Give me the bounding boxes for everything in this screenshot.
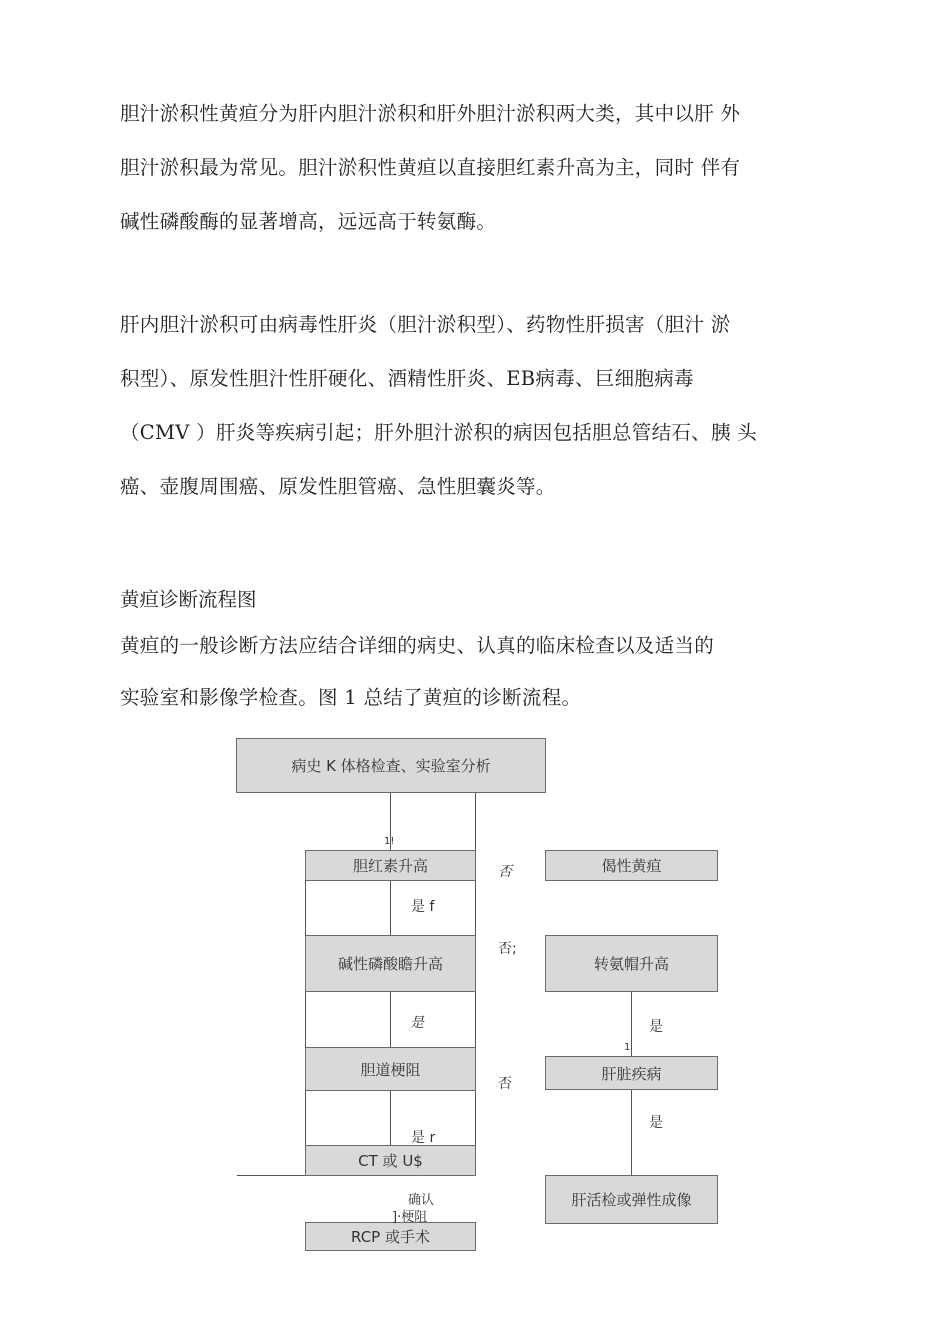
connector-line — [631, 991, 632, 1057]
text-line: 胆汁淤积性黄疸分为肝内胆汁淤积和肝外胆汁淤积两大类，其中以肝 外 — [120, 102, 741, 125]
box-history-exam: 病史 K 体格检查、实验室分析 — [236, 738, 546, 793]
text-line: 碱性磷酸酶的显著增高，远远高于转氨酶。 — [120, 210, 497, 233]
connector-line — [305, 1090, 306, 1146]
paragraph-causes — [120, 298, 840, 514]
connector-line — [390, 991, 391, 1048]
box-benign-jaundice: 偈性黄疸 — [545, 850, 718, 881]
label-obstruction: ]·梗阻 — [392, 1210, 428, 1225]
label-no: 否 — [498, 864, 512, 880]
connector-line — [475, 880, 476, 936]
box-biliary-obstruction: 胆道梗阻 — [305, 1047, 476, 1091]
paragraph-diagnosis-method — [120, 620, 840, 724]
text-line: 胆汁淤积最为常见。胆汁淤积性黄疸以直接胆红素升高为主，同时 伴有 — [120, 156, 741, 179]
box-liver-disease: 肝脏疾病 — [545, 1056, 718, 1090]
text-line: 黄疸的一般诊断方法应结合详细的病史、认真的临床检查以及适当的 — [120, 634, 715, 657]
box-liver-biopsy: 肝活检或弹性成像 — [545, 1175, 718, 1224]
connector-line — [390, 1090, 391, 1146]
box-transaminase-elevated: 转氨帽升高 — [545, 935, 718, 992]
label-yes: 是 — [649, 1019, 663, 1035]
connector-line — [475, 792, 476, 850]
text-line: （CMV ）肝炎等疾病引起；肝外胆汁淤积的病因包括胆总管结石、胰 头 — [120, 421, 758, 444]
box-ct-us: CT 或 U$ — [305, 1145, 476, 1176]
flow-mark: 1! — [384, 836, 395, 847]
label-no: 否; — [498, 941, 517, 957]
paragraph-cholestatic-jaundice — [120, 87, 840, 249]
text-line: 肝内胆汁淤积可由病毒性肝炎（胆汁淤积型）、药物性肝损害（胆汁 淤 — [120, 313, 731, 336]
connector-line — [390, 880, 391, 936]
label-no: 否 — [498, 1076, 512, 1092]
connector-line — [475, 991, 476, 1048]
section-heading: 黄疸诊断流程图 — [120, 588, 257, 611]
text-line: 癌、壶腹周围癌、原发性胆管癌、急性胆囊炎等。 — [120, 475, 556, 498]
text-line: 实验室和影像学检查。图 1 总结了黄疸的诊断流程。 — [120, 686, 582, 709]
text-line: 积型）、原发性胆汁性肝硬化、酒精性肝炎、EB病毒、巨细胞病毒 — [120, 367, 694, 390]
connector-line — [631, 1090, 632, 1176]
box-rcp-surgery: RCP 或手术 — [305, 1222, 476, 1251]
box-alp-elevated: 碱性磷酸瞻升高 — [305, 935, 476, 992]
flow-mark: 1 — [624, 1042, 631, 1053]
label-yes: 是 — [410, 1015, 424, 1031]
box-bilirubin-elevated: 胆红素升高 — [305, 850, 476, 881]
label-yes: 是 — [649, 1115, 663, 1131]
connector-line — [305, 991, 306, 1048]
connector-line — [475, 1090, 476, 1146]
label-yes: 是 f — [411, 899, 435, 915]
label-yes: 是 r — [411, 1130, 436, 1146]
connector-line — [305, 880, 306, 936]
label-confirm: 确认 — [408, 1193, 435, 1208]
